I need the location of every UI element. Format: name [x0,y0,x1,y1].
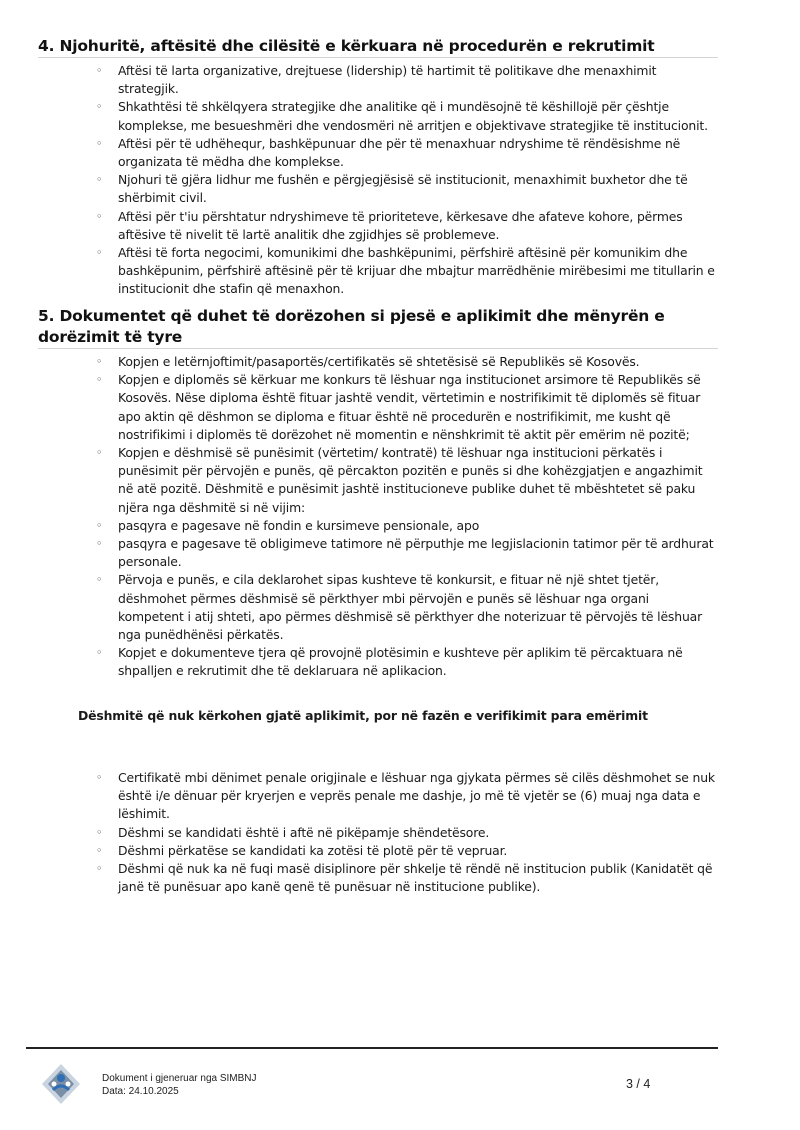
footer-date: Data: 24.10.2025 [102,1086,179,1097]
footer-divider [26,1047,718,1049]
section-4-list [96,62,716,299]
list-item: ◦ Certifikatë mbi dënimet penale origjinale e lëshuar nga gjykata përmes së cilës dëshmohet se nuk është i/e dënuar për kryerjen e veprës penale me dashje, jo më të vjetër se (6) muaj nga data e lëshimit. [96,769,716,824]
simbnj-logo-icon [40,1062,82,1106]
list-item: ◦ Kopjen e letërnjoftimit/pasaportës/certifikatës së shtetësisë së Republikës së Kosovës. [96,353,716,371]
footer-info [102,1072,257,1098]
list-item: ◦ Aftësi për t'iu përshtatur ndryshimeve të prioriteteve, kërkesave dhe afateve kohore, përmes aftësive të nivelit të lartë analitik dhe zgjidhjes së problemeve. [96,208,716,244]
list-item: ◦ Dëshmi se kandidati është i aftë në pikëpamje shëndetësore. [96,824,716,842]
list-item: ◦ Aftësi të larta organizative, drejtuese (lidership) të hartimit të politikave dhe menaxhimit strategjik. [96,62,716,98]
list-item: ◦ Përvoja e punës, e cila deklarohet sipas kushteve të konkursit, e fituar në një shtet tjetër, dëshmohet përmes dëshmisë së përkthyer mbi përvojën e punës së lëshuar nga organi kompetent i atij shteti, apo përmes dëshmisë së përkthyer dhe noterizuar të përvojës të lëshuar nga punëdhënësi përkatës. [96,571,716,644]
section-5-divider [38,348,718,349]
list-item: ◦ Kopjen e dëshmisë së punësimit (vërtetim/ kontratë) të lëshuar nga institucioni përkatës i punësimit për përvojën e punës, që përcakton pozitën e punës si dhe kohëzgjatjen e angazhimit në atë pozitë. Dëshmitë e punësimit jashtë institucioneve publike duhet të mbështetet së paku njëra nga dëshmitë si në vijim: [96,444,716,517]
verification-heading: Dëshmitë që nuk kërkohen gjatë aplikimit, por në fazën e verifikimit para emërimit [78,708,648,723]
list-item: ◦ Shkathtësi të shkëlqyera strategjike dhe analitike që i mundësojnë të këshillojë për çështje komplekse, me besueshmëri dhe vendosmëri në arritjen e objektivave strategjike të institucionit. [96,98,716,134]
section-4-title: 4. Njohuritë, aftësitë dhe cilësitë e kërkuara në procedurën e rekrutimit [38,37,655,55]
section-5-list [96,353,716,681]
list-item: ◦ pasqyra e pagesave të obligimeve tatimore në përputhje me legjislacionin tatimor për të ardhurat personale. [96,535,716,571]
list-item: ◦ Aftësi të forta negocimi, komunikimi dhe bashkëpunimi, përfshirë aftësinë për komunikim dhe bashkëpunim, përfshirë aftësinë për të krijuar dhe mbajtur marrëdhënie mirëbesimi me titullarin e institucionit dhe stafin që menaxhon. [96,244,716,299]
page-number: 3 / 4 [626,1077,651,1091]
list-item: ◦ Aftësi për të udhëhequr, bashkëpunuar dhe për të menaxhuar ndryshime të rëndësishme në organizata të mëdha dhe komplekse. [96,135,716,171]
footer-generated-text: Dokument i gjeneruar nga SIMBNJ [102,1073,257,1084]
list-item: ◦ Kopjet e dokumenteve tjera që provojnë plotësimin e kushteve për aplikim të përcaktuara në shpalljen e rekrutimit dhe të deklaruara në aplikacion. [96,644,716,680]
list-item: ◦ Kopjen e diplomës së kërkuar me konkurs të lëshuar nga institucionet arsimore të Republikës së Kosovës. Nëse diploma është fituar jashtë vendit, vërtetimin e nostrifikimit të diplomës së fituar apo aktin që dëshmon se diploma e fituar është në procedurën e nostrifikimit, me kusht që nostrifikimi i diplomës të dorëzohet në momentin e nënshkrimit të aktit për emërim në pozitë; [96,371,716,444]
section-4-divider [38,57,718,58]
list-item: ◦ Dëshmi që nuk ka në fuqi masë disiplinore për shkelje të rëndë në institucion publik (Kanidatët që janë të punësuar apo kanë qenë të punësuar në institucione publike). [96,860,716,896]
verification-list [96,769,716,896]
list-item: ◦ Njohuri të gjëra lidhur me fushën e përgjegjësisë së institucionit, menaxhimit buxhetor dhe të shërbimit civil. [96,171,716,207]
list-item: ◦ Dëshmi përkatëse se kandidati ka zotësi të plotë për të vepruar. [96,842,716,860]
list-item: ◦ pasqyra e pagesave në fondin e kursimeve pensionale, apo [96,517,716,535]
section-5-title: 5. Dokumentet që duhet të dorëzohen si pjesë e aplikimit dhe mënyrën e dorëzimit të tyre [38,307,665,346]
